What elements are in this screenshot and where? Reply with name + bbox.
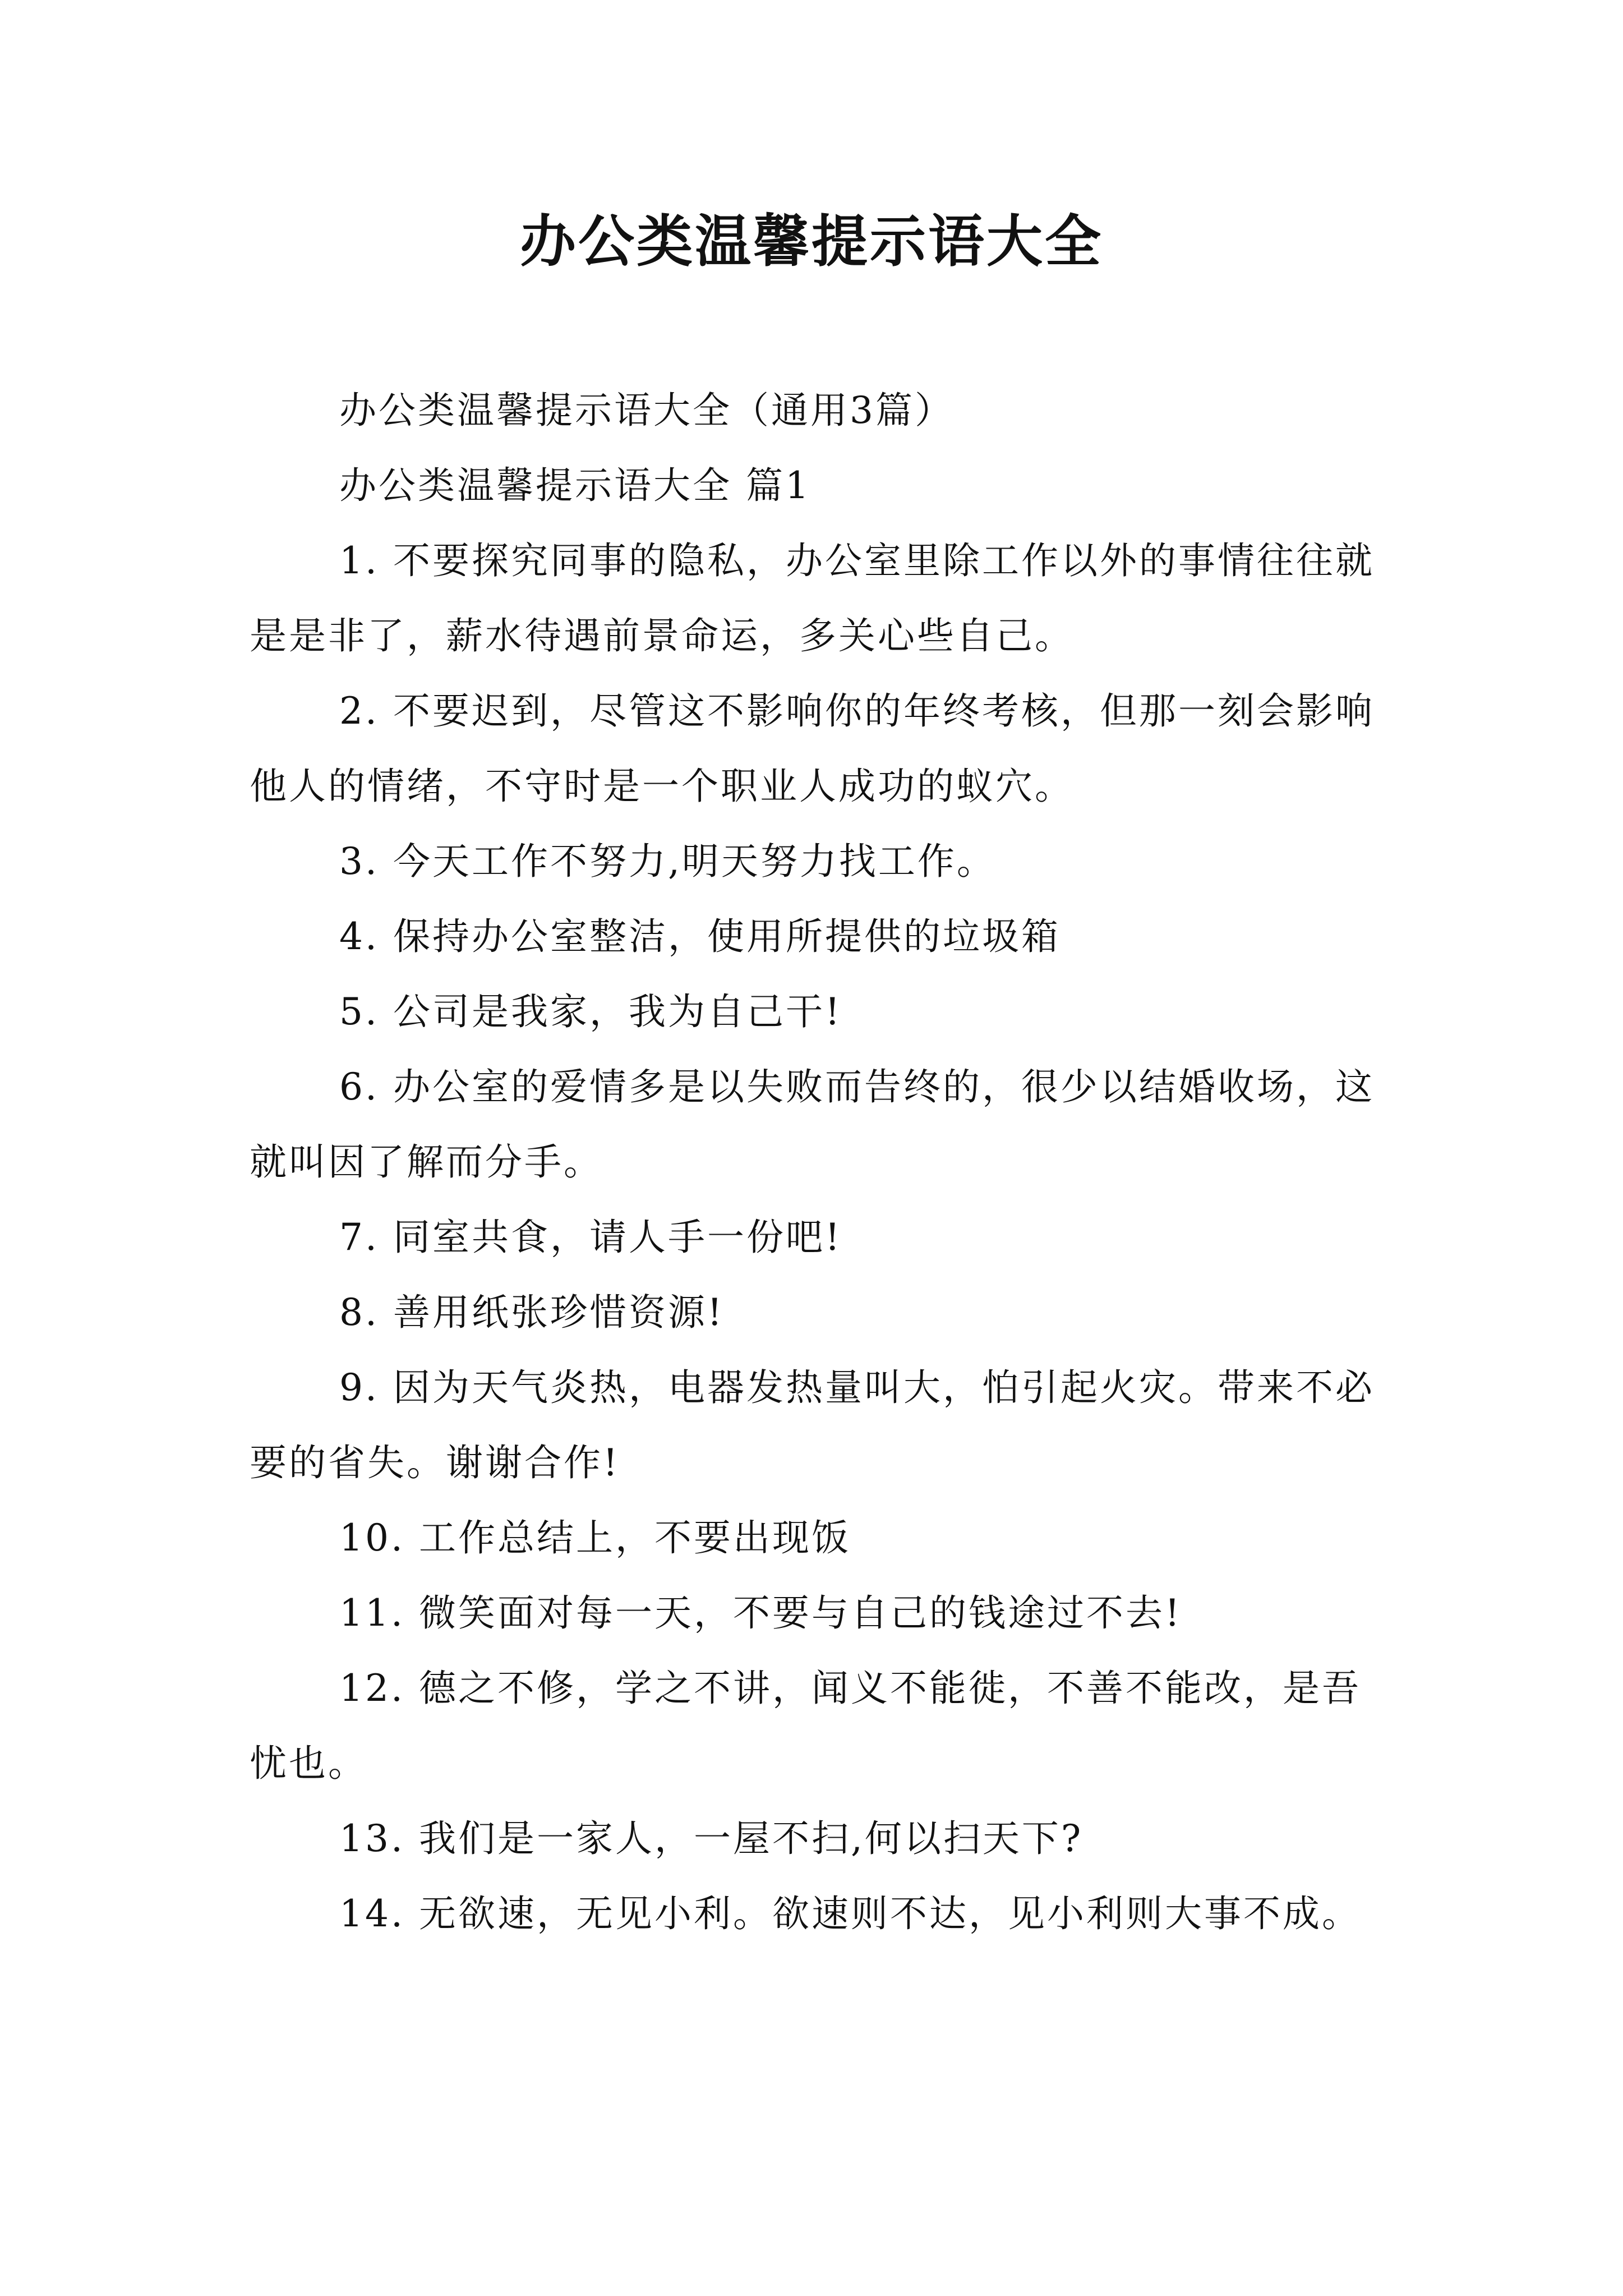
paragraph-item: 10. 工作总结上，不要出现饭 [339,1516,851,1559]
paragraph-item: 2. 不要迟到，尽管这不影响你的年终考核，但那一刻会影响他人的情绪，不守时是一个职业人成功的蚁穴。 [250,689,1375,808]
paragraph-item: 8. 善用纸张珍惜资源! [339,1291,725,1334]
paragraph-item: 13. 我们是一家人，一屋不扫,何以扫天下? [339,1817,1083,1860]
paragraph-item: 11. 微笑面对每一天，不要与自己的钱途过不去! [339,1591,1182,1635]
paragraph-item: 14. 无欲速，无见小利。欲速则不达，见小利则大事不成。 [339,1892,1361,1935]
paragraph-subtitle: 办公类温馨提示语大全（通用3篇） [339,389,954,432]
paragraph-item: 7. 同室共食，请人手一份吧! [339,1216,842,1259]
paragraph-section-heading: 办公类温馨提示语大全 篇1 [339,464,811,507]
paragraph-item: 4. 保持办公室整洁，使用所提供的垃圾箱 [339,915,1061,958]
paragraph-item: 12. 德之不修，学之不讲，闻义不能徙，不善不能改，是吾忧也。 [250,1667,1361,1785]
paragraph-item: 6. 办公室的爱情多是以失败而告终的，很少以结婚收场，这就叫因了解而分手。 [250,1065,1375,1184]
paragraph-item: 9. 因为天气炎热，电器发热量叫大，怕引起火灾。带来不必要的省失。谢谢合作! [250,1366,1375,1484]
paragraph-item: 5. 公司是我家，我为自己干! [339,990,842,1033]
paragraph-item: 3. 今天工作不努力,明天努力找工作。 [339,840,996,883]
document-body [250,373,1388,1952]
paragraph-item: 1. 不要探究同事的隐私，办公室里除工作以外的事情往往就是是非了，薪水待遇前景命运，多关心些自己。 [250,539,1375,657]
document-title: 办公类温馨提示语大全 [520,208,1103,274]
